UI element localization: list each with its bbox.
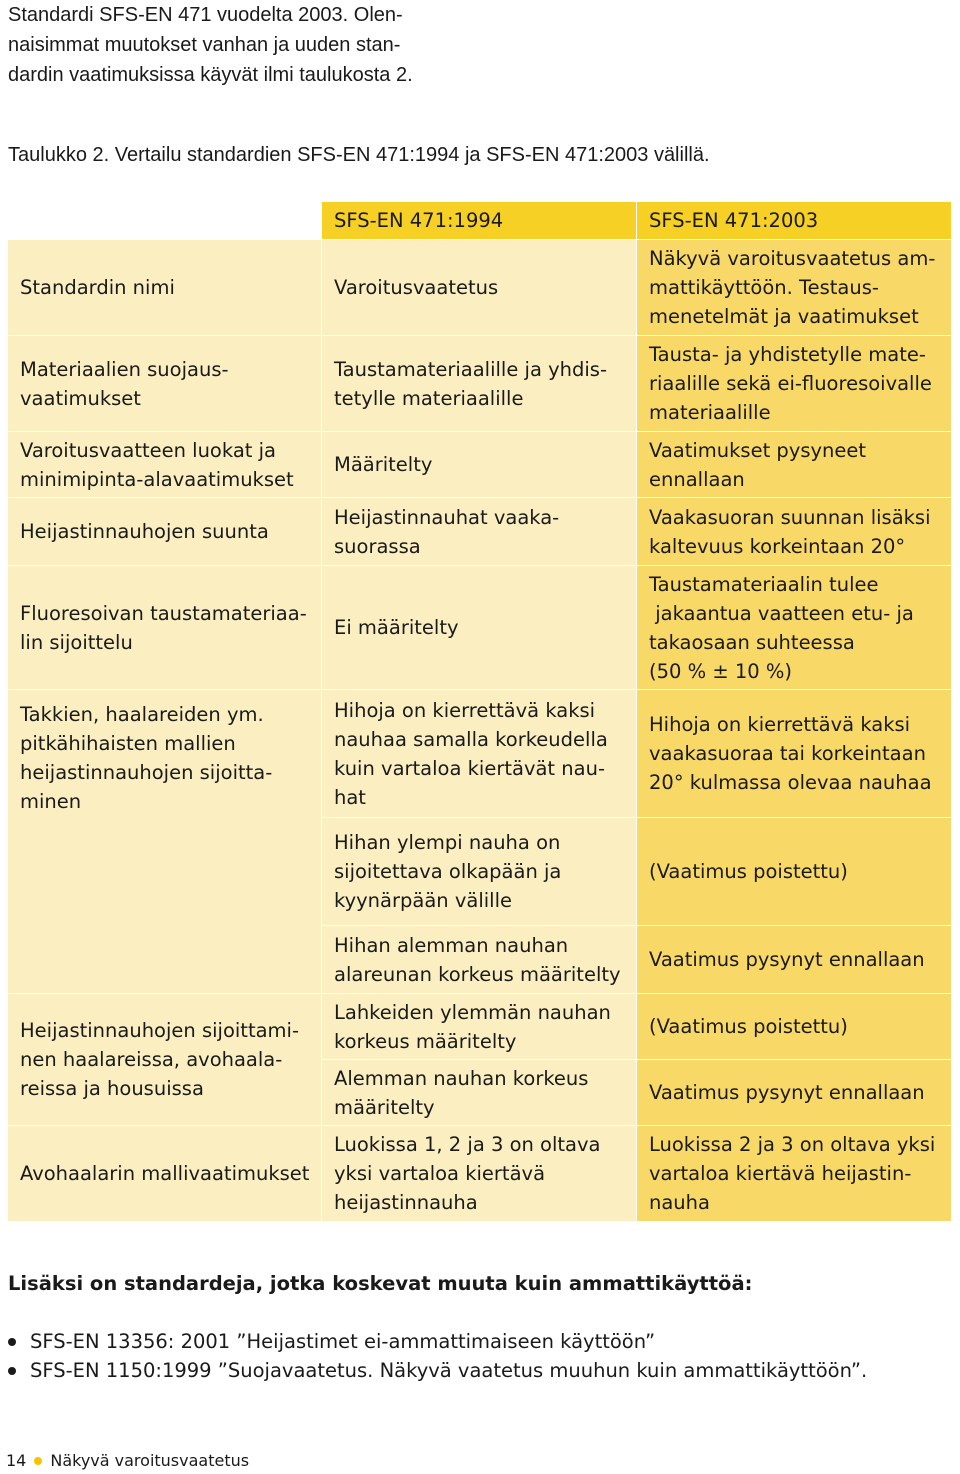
header-empty-cell — [8, 202, 322, 240]
cell-line: Luokissa 2 ja 3 on oltava yksi — [649, 1133, 936, 1156]
value-1994-cell — [322, 336, 637, 432]
cell-line: nauha — [649, 1191, 710, 1214]
list-item-text: SFS-EN 13356: 2001 ”Heijastimet ei-ammattimaiseen käyttöön” — [30, 1330, 656, 1353]
value-1994-cell — [322, 240, 637, 336]
cell-line: Vaatimus pysynyt ennallaan — [649, 1081, 925, 1104]
cell-line: 20° kulmassa olevaa nauhaa — [649, 771, 932, 794]
header-1994: SFS-EN 471:1994 — [322, 202, 637, 240]
value-2003-cell — [637, 566, 952, 690]
cell-line: Tausta- ja yhdistetylle mate- — [649, 343, 926, 366]
table-row — [8, 498, 952, 566]
cell-line: (Vaatimus poistettu) — [649, 1015, 848, 1038]
value-1994-cell — [322, 690, 637, 818]
table-row — [8, 240, 952, 336]
value-1994-cell — [322, 498, 637, 566]
cell-line: menetelmät ja vaatimukset — [649, 305, 919, 328]
cell-line: Alemman nauhan korkeus — [334, 1066, 589, 1090]
row-label-cell — [8, 432, 322, 498]
cell-line: Heijastinnauhojen suunta — [20, 520, 269, 543]
cell-line: tetylle materiaalille — [334, 386, 524, 410]
cell-line: reissa ja housuissa — [20, 1077, 204, 1100]
cell-line: kuin vartaloa kiertävät nau- — [334, 756, 605, 780]
value-1994-cell — [322, 432, 637, 498]
cell-line: Varoitusvaatetus — [334, 276, 499, 299]
value-2003-cell — [637, 1060, 952, 1126]
cell-line: nauhaa samalla korkeudella — [334, 727, 608, 751]
cell-line: Standardin nimi — [20, 276, 175, 299]
intro-line: dardin vaatimuksissa käyvät ilmi taulukosta 2. — [8, 64, 413, 86]
cell-line: Heijastinnauhojen sijoittami- — [20, 1019, 299, 1042]
table-row — [8, 1126, 952, 1222]
cell-line: (Vaatimus poistettu) — [649, 860, 848, 883]
value-2003-cell — [637, 336, 952, 432]
row-label-cell — [8, 566, 322, 690]
cell-line: Vaatimus pysynyt ennallaan — [649, 948, 925, 971]
value-2003-cell — [637, 432, 952, 498]
cell-line: Hihoja on kierrettävä kaksi — [649, 713, 911, 736]
row-label-cell — [8, 498, 322, 566]
value-1994-cell — [322, 1126, 637, 1222]
bullet-icon — [8, 1338, 16, 1346]
cell-line: (50 % ± 10 %) — [649, 659, 793, 683]
cell-line: Fluoresoivan taustamateriaa- — [20, 601, 307, 625]
table-row — [8, 566, 952, 690]
cell-line: pitkähihaisten mallien — [20, 732, 236, 755]
cell-line: kaltevuus korkeintaan 20° — [649, 534, 906, 558]
row-label-cell — [8, 1126, 322, 1222]
cell-line: Takkien, haalareiden ym. — [20, 703, 264, 726]
cell-line: Määritelty — [334, 453, 433, 476]
value-2003-cell — [637, 818, 952, 926]
cell-line: Varoitusvaatteen luokat ja — [20, 438, 276, 462]
cell-line: takaosaan suhteessa — [649, 630, 855, 654]
value-2003-cell — [637, 498, 952, 566]
table-header-row — [8, 202, 952, 240]
footer-title: Näkyvä varoitusvaatetus — [50, 1451, 250, 1470]
list-item — [8, 1327, 867, 1356]
cell-line: Hihan ylempi nauha on — [334, 831, 561, 854]
cell-line: suorassa — [334, 534, 421, 558]
cell-line: minimipinta-alavaatimukset — [20, 467, 294, 491]
cell-line: Vaakasuoran suunnan lisäksi — [649, 505, 931, 529]
cell-line: kyynärpään välille — [334, 889, 512, 912]
header-2003: SFS-EN 471:2003 — [637, 202, 952, 240]
value-2003-cell — [637, 240, 952, 336]
cell-line: Materiaalien suojaus- — [20, 357, 229, 381]
value-2003-cell — [637, 926, 952, 994]
cell-line: mattikäyttöön. Testaus- — [649, 276, 879, 299]
list-item-text: SFS-EN 1150:1999 ”Suojavaatetus. Näkyvä vaatetus muuhun kuin ammattikäyttöön”. — [30, 1359, 868, 1382]
cell-line: yksi vartaloa kiertävä — [334, 1162, 546, 1185]
comparison-table — [7, 201, 952, 1222]
list-item — [8, 1356, 867, 1385]
bullet-icon — [8, 1367, 16, 1375]
intro-line: naisimmat muutokset vanhan ja uuden stan- — [8, 34, 401, 56]
table-row — [8, 432, 952, 498]
table-row — [8, 336, 952, 432]
standards-list — [8, 1327, 867, 1385]
row-label-cell — [8, 994, 322, 1126]
cell-line: ennallaan — [649, 467, 745, 491]
cell-line: sijoitettava olkapään ja — [334, 860, 562, 883]
section-heading: Lisäksi on standardeja, jotka koskevat muuta kuin ammattikäyttöä: — [8, 1272, 753, 1295]
cell-line: Taustamateriaalin tulee — [649, 572, 879, 596]
cell-line: Näkyvä varoitusvaatetus am- — [649, 247, 936, 270]
cell-line: vartaloa kiertävä heijastin- — [649, 1162, 912, 1185]
cell-line: nen haalareissa, avohaala- — [20, 1048, 283, 1071]
cell-line: minen — [20, 790, 82, 813]
table-row — [8, 690, 952, 818]
value-2003-cell — [637, 994, 952, 1060]
value-1994-cell — [322, 926, 637, 994]
cell-line: lin sijoittelu — [20, 630, 133, 654]
cell-line: heijastinnauhojen sijoitta- — [20, 761, 273, 784]
cell-line: Hihoja on kierrettävä kaksi — [334, 698, 596, 722]
footer-bullet-icon — [34, 1457, 42, 1465]
cell-line: määritelty — [334, 1095, 435, 1119]
value-1994-cell — [322, 818, 637, 926]
cell-line: vaakasuoraa tai korkeintaan — [649, 742, 926, 765]
value-2003-cell — [637, 690, 952, 818]
table-row — [8, 994, 952, 1060]
cell-line: materiaalille — [649, 401, 771, 424]
value-1994-cell — [322, 994, 637, 1060]
cell-line: Ei määritelty — [334, 616, 459, 639]
cell-line: heijastinnauha — [334, 1191, 478, 1214]
value-2003-cell — [637, 1126, 952, 1222]
cell-line: Heijastinnauhat vaaka- — [334, 505, 560, 529]
page-number: 14 — [6, 1451, 27, 1470]
value-1994-cell — [322, 1060, 637, 1126]
intro-paragraph — [8, 0, 478, 90]
cell-line: jakaantua vaatteen etu- ja — [649, 601, 914, 625]
cell-line: Taustamateriaalille ja yhdis- — [334, 357, 607, 381]
row-label-cell — [8, 690, 322, 994]
cell-line: Luokissa 1, 2 ja 3 on oltava — [334, 1133, 601, 1156]
cell-line: riaalille sekä ei-fluoresoivalle — [649, 372, 932, 395]
intro-line: Standardi SFS-EN 471 vuodelta 2003. Olen- — [8, 4, 403, 26]
cell-line: alareunan korkeus määritelty — [334, 962, 621, 986]
cell-line: hat — [334, 785, 366, 809]
table-caption: Taulukko 2. Vertailu standardien SFS-EN 471:1994 ja SFS-EN 471:2003 välillä. — [8, 144, 710, 166]
row-label-cell — [8, 240, 322, 336]
cell-line: korkeus määritelty — [334, 1029, 517, 1053]
cell-line: Lahkeiden ylemmän nauhan — [334, 1000, 611, 1024]
cell-line: Avohaalarin mallivaatimukset — [20, 1162, 310, 1185]
row-label-cell — [8, 336, 322, 432]
value-1994-cell — [322, 566, 637, 690]
page-footer — [6, 1450, 249, 1472]
cell-line: vaatimukset — [20, 386, 141, 410]
cell-line: Vaatimukset pysyneet — [649, 438, 867, 462]
cell-line: Hihan alemman nauhan — [334, 933, 569, 957]
